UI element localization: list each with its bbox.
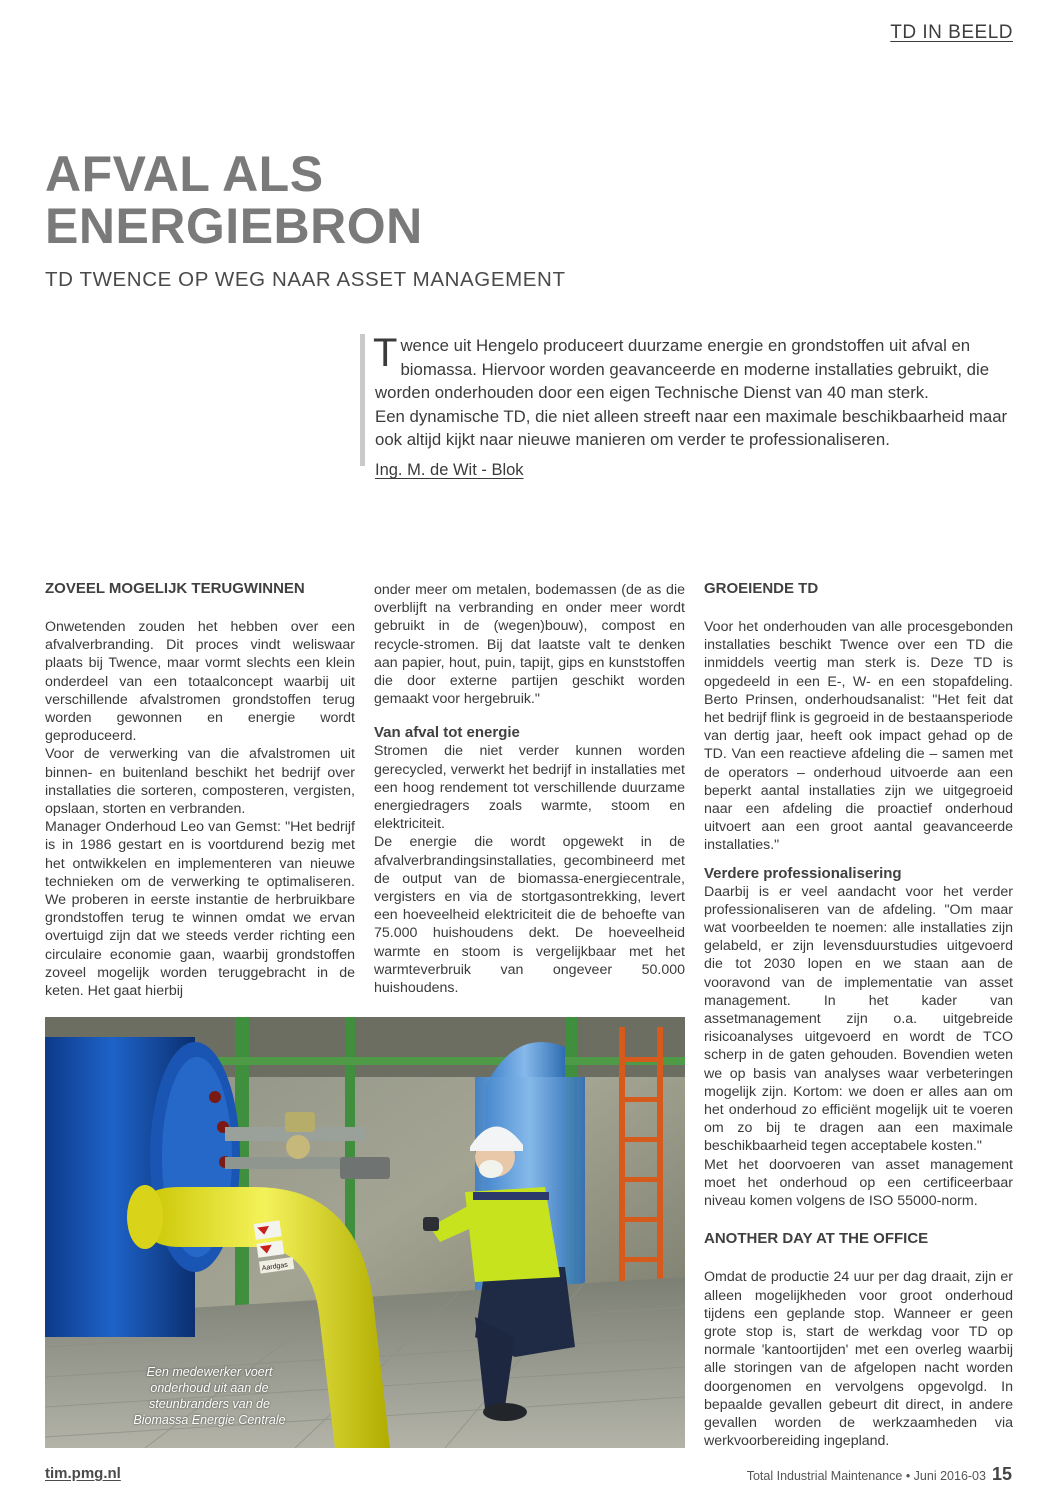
col3-paragraph-2: Daarbij is er veel aandacht voor het verder professionaliseren van de afdeling. "Om maar wat voorbeelden te noemen: alle installaties zijn gelabeld, er zijn levensduurstudies uitgevoerd die tot 2030 lopen en we staan aan de vooravond van de implementatie van asset management. In het kader van assetmanagement zijn o.a. uitgebreide risicoanalyses uitgevoerd en wordt de TCO scherp in de gaten gehouden. Bovendien weten we op basis van analyses waar verbeteringen mogelijk zijn. Kortom: we doen er alles aan om het onderhoud zo efficiënt mogelijk uit te voeren om zo bij te dragen aan een maximale beschikbaarheid tegen acceptabele kosten." (704, 883, 1013, 1155)
col3-paragraph-1: Voor het onderhouden van alle procesgebonden installaties beschikt Twence over een TD die inmiddels veertig man sterk is. Deze TD is opgedeeld in een E-, W- en een stopafdeling. Berto Prinsen, onderhoudsanalist: "Het feit dat het bedrijf flink is gegroeid in de bestaansperiode van dertig jaar, heeft ook impact gehad op de TD. Van een reactieve afdeling die – samen met de operators – onderhoud uitvoerde aan een beperkt aantal installaties zijn we uitgegroeid naar een afdeling die proactief onderhoud uitvoert aan een groot aantal geavanceerde installaties." (704, 619, 1013, 854)
heading-zoveel-mogelijk: ZOVEEL MOGELIJK TERUGWINNEN (45, 580, 305, 597)
page-number: 15 (991, 1464, 1012, 1484)
col3-paragraph-4: Omdat de productie 24 uur per dag draait, zijn er alleen mogelijkheden voor groot onderhoud tijdens een geplande stop. Wanneer er geen grote stop is, start de werkdag voor TD op normale 'kantoortijden' met een overleg waarbij alle storingen van de afgelopen nacht worden doorgenomen en vervolgens opgevolgd. In bepaalde gevallen gebeurt dit direct, in andere gevallen worden de werkzaamheden via werkvoorbereiding ingepland. (704, 1269, 1013, 1450)
footer-website-link[interactable]: tim.pmg.nl (45, 1465, 121, 1482)
photo-caption: Een medewerker voert onderhoud uit aan de steunbranders van de Biomassa Energie Centrale (133, 1365, 286, 1427)
col2-paragraph-2: Stromen die niet verder kunnen worden gerecycled, verwerkt het bedrijf in installaties met een hoog rendement tot verschillende duurzame energiedragers zoals warmte, stoom en elektriciteit. (374, 743, 685, 833)
intro-accent-bar (360, 334, 365, 466)
col1-paragraph-3: Manager Onderhoud Leo van Gemst: "Het bedrijf is in 1986 gestart en is voortdurend bezig met het ontwikkelen en implementeren van nieuwe technieken om de verwerking te optimaliseren. We proberen in eerste instantie de herbruikbare grondstoffen terug te winnen omdat we ervan overtuigd zijn dat we steeds verder richting een circulaire economie gaan, waarbij grondstoffen zoveel mogelijk worden teruggebracht in de keten. Het gaat hierbij (45, 819, 355, 1000)
section-label: TD IN BEELD (890, 22, 1013, 43)
title-line-2: ENERGIEBRON (45, 198, 423, 254)
column-2 (374, 581, 685, 997)
col1-paragraph-2: Voor de verwerking van die afvalstromen uit binnen- en buitenland beschikt het bedrijf over installaties die sorteren, composteren, vergisten, opslaan, storten en verbranden. (45, 746, 355, 818)
page-subtitle: TD TWENCE OP WEG NAAR ASSET MANAGEMENT (45, 268, 566, 291)
heading-groeiende-td: GROEIENDE TD (704, 580, 819, 597)
intro-dropcap: T (373, 331, 398, 375)
intro-text: wence uit Hengelo produceert duurzame energie en grondstoffen uit afval en biomassa. Hiervoor worden geavanceerde en moderne installaties gebruikt, die worden onderhouden door een eigen Technische Dienst van 40 man sterk. (375, 336, 990, 403)
author-byline: Ing. M. de Wit - Blok (375, 461, 524, 479)
intro-text-2: Een dynamische TD, die niet alleen streeft naar een maximale beschikbaarheid maar ook altijd kijkt naar nieuwe manieren om verder te professionaliseren. (375, 406, 1008, 450)
col2-paragraph-3: De energie die wordt opgewekt in de afvalverbrandingsinstallaties, gecombineerd met de output van de biomassa-energiecentrale, vergisters en via de stortgasontrekking, levert een hoeveelheid elektriciteit die de behoefte van 75.000 huishoudens dekt. De hoeveelheid warmte en stoom is vergelijkbaar met het warmteverbruik van ongeveer 50.000 huishoudens. (374, 834, 685, 997)
footer-publication-info (747, 1464, 1012, 1485)
heading-another-day: ANOTHER DAY AT THE OFFICE (704, 1230, 929, 1248)
heading-van-afval-tot-energie: Van afval tot energie (374, 724, 520, 742)
col1-paragraph-1: Onwetenden zouden het hebben over een afvalverbranding. Dit proces vindt weliswaar plaats bij Twence, maar vormt slechts een klein onderdeel van een totaalconcept waarbij uit verschillende afvalstromen grondstoffen terug worden gewonnen en energie wordt geproduceerd. (45, 619, 355, 745)
intro-paragraph (373, 331, 1015, 452)
publication-name: Total Industrial Maintenance • Juni 2016-03 (746, 1469, 986, 1483)
title-line-1: AFVAL ALS (45, 146, 324, 202)
page-title (45, 148, 423, 252)
aardgas-sign: Aardgas (261, 1261, 289, 1273)
column-3 (704, 580, 1013, 1450)
heading-verdere-professionalisering: Verdere professionalisering (704, 864, 902, 882)
col3-paragraph-3: Met het doorvoeren van asset management moet het onderhoud op een certificeerbaar niveau komen volgens de ISO 55000-norm. (704, 1156, 1013, 1210)
column-1 (45, 580, 355, 1000)
col2-paragraph-1: onder meer om metalen, bodemassen (de as die overblijft na verbranding en onder meer wordt gebruikt in de (wegen)bouw), compost en recycle-stromen. Bij dat laatste valt te denken aan papier, hout, puin, tapijt, gips en kunststoffen die door externe partijen geschikt worden gemaakt voor hergebruik." (374, 582, 685, 708)
